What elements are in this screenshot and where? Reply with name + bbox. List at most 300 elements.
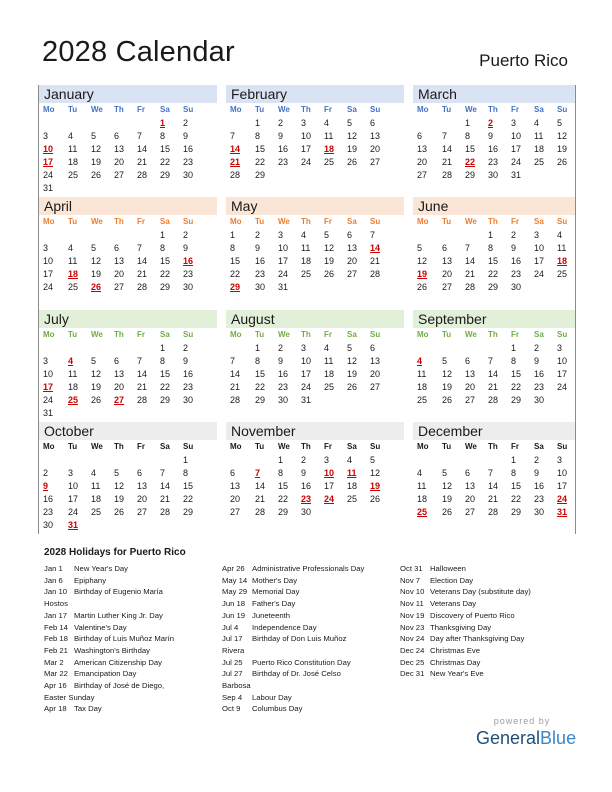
day-grid [226,117,404,182]
day-cell: 13 [114,256,125,266]
holiday-name: Washington's Birthday [74,645,150,655]
weekday-label: Fr [137,217,145,226]
day-cell: 10 [301,356,312,366]
day-cell: 22 [160,269,171,279]
day-cell: 12 [442,481,453,491]
day-cell: 2 [255,230,261,240]
day-grid [39,229,217,294]
weekday-label: We [91,105,103,114]
month-name: June [413,197,575,215]
weekday-header [413,103,575,116]
day-cell: 10 [43,369,54,379]
day-cell: 21 [370,256,381,266]
holiday-day-cell: 19 [417,269,428,279]
day-cell: 12 [347,131,358,141]
day-cell: 30 [183,282,194,292]
day-cell: 16 [183,369,194,379]
holiday-name: Epiphany [74,575,107,585]
holiday-item [400,633,531,645]
month-name: February [226,85,404,103]
day-cell: 16 [511,256,522,266]
day-cell: 5 [347,118,353,128]
day-cell: 16 [534,481,545,491]
day-cell: 9 [183,356,189,366]
empty-cell [137,454,160,467]
day-cell: 3 [301,343,307,353]
day-cell: 28 [230,395,241,405]
holiday-day-cell: 26 [91,282,102,292]
day-cell: 1 [255,118,261,128]
month-july [39,310,217,422]
weekday-label: Sa [347,330,357,339]
holiday-day-cell: 4 [417,356,423,366]
holiday-item [222,703,364,715]
day-cell: 9 [183,243,189,253]
day-cell: 27 [465,507,476,517]
day-cell: 3 [68,468,74,478]
empty-cell [442,454,465,467]
day-cell: 7 [465,243,471,253]
weekday-label: Sa [534,217,544,226]
day-cell: 1 [160,230,166,240]
weekday-label: Sa [160,330,170,339]
brand-general: General [476,728,541,748]
holiday-item [222,586,364,598]
day-cell: 16 [183,144,194,154]
day-cell: 29 [160,395,171,405]
day-cell: 21 [137,382,148,392]
weekday-label: Sa [347,105,357,114]
day-cell: 19 [91,157,102,167]
holiday-item [400,598,531,610]
day-cell: 8 [255,131,261,141]
month-name: September [413,310,575,328]
weekday-label: We [465,105,477,114]
day-cell: 1 [465,118,471,128]
day-cell: 7 [488,468,494,478]
day-cell: 18 [534,144,545,154]
holiday-day-cell: 31 [68,520,79,530]
day-cell: 25 [347,494,358,504]
day-cell: 15 [160,369,171,379]
day-cell: 4 [68,131,74,141]
day-cell: 6 [137,468,143,478]
holiday-item [44,622,174,634]
empty-cell [91,117,114,130]
day-cell: 27 [442,282,453,292]
day-cell: 19 [442,382,453,392]
day-grid [226,229,404,294]
day-cell: 15 [160,256,171,266]
day-cell: 20 [347,256,358,266]
day-cell: 27 [137,507,148,517]
day-cell: 24 [68,507,79,517]
holiday-day-cell: 22 [465,157,476,167]
day-cell: 15 [255,144,266,154]
day-cell: 24 [534,269,545,279]
day-cell: 25 [417,395,428,405]
empty-cell [114,229,137,242]
day-grid [226,342,404,407]
day-cell: 9 [511,243,517,253]
day-cell: 11 [68,144,78,154]
day-cell: 15 [511,369,522,379]
empty-cell [442,229,465,242]
weekday-header [226,103,404,116]
weekday-label: We [278,217,290,226]
holiday-item [44,586,174,598]
day-cell: 13 [114,144,125,154]
day-cell: 30 [255,282,266,292]
day-cell: 30 [511,282,522,292]
weekday-label: Mo [230,442,242,451]
day-cell: 10 [278,243,289,253]
weekday-label: Mo [43,105,55,114]
holiday-date: Oct 31 [400,564,423,573]
empty-cell [68,229,91,242]
day-cell: 19 [347,369,358,379]
day-cell: 23 [255,269,266,279]
weekday-label: Mo [417,105,429,114]
holiday-item [400,645,531,657]
day-cell: 15 [278,481,289,491]
empty-cell [465,229,488,242]
holiday-item [44,633,174,645]
holiday-name-continued: Easter Sunday [44,692,95,702]
holiday-date: Jan 10 [44,587,68,597]
holiday-date: Jan 1 [44,564,63,573]
day-cell: 14 [255,481,266,491]
weekday-label: Su [370,330,381,339]
empty-cell [255,454,278,467]
holiday-name: Emancipation Day [74,669,137,679]
day-cell: 11 [91,481,101,491]
empty-cell [114,342,137,355]
day-cell: 20 [230,494,241,504]
day-cell: 17 [557,481,568,491]
holiday-day-cell: 18 [557,256,568,266]
day-cell: 13 [137,481,148,491]
day-cell: 3 [324,455,330,465]
page-title: 2028 Calendar [42,36,235,68]
holiday-date: Feb 14 [44,622,68,632]
holiday-day-cell: 18 [68,269,79,279]
day-cell: 16 [278,144,289,154]
day-cell: 29 [511,395,522,405]
holiday-name: Birthday of José de Diego, [74,681,165,691]
holiday-date: Mar 2 [44,657,64,667]
month-name: April [39,197,217,215]
day-grid [413,229,575,294]
day-cell: 7 [488,356,494,366]
day-cell: 20 [465,382,476,392]
weekday-label: Su [557,330,568,339]
day-cell: 2 [183,230,189,240]
day-cell: 2 [534,455,540,465]
day-cell: 14 [160,481,171,491]
empty-cell [417,342,442,355]
month-name: March [413,85,575,103]
day-cell: 3 [511,118,517,128]
day-cell: 28 [488,507,499,517]
day-cell: 23 [278,382,289,392]
day-cell: 4 [324,343,330,353]
day-cell: 4 [417,468,423,478]
empty-cell [114,117,137,130]
day-cell: 9 [488,131,494,141]
day-cell: 20 [370,369,381,379]
weekday-label: Su [370,105,381,114]
weekday-label: Fr [511,217,519,226]
day-cell: 9 [278,131,284,141]
day-cell: 24 [43,282,54,292]
holiday-name: Independence Day [252,622,317,632]
day-cell: 30 [488,170,499,180]
day-cell: 17 [68,494,79,504]
day-cell: 11 [68,256,78,266]
day-cell: 30 [43,520,54,530]
day-cell: 23 [43,507,54,517]
holiday-name: Labour Day [252,692,292,702]
day-cell: 26 [557,157,568,167]
holiday-day-cell: 4 [68,356,74,366]
holiday-column-2 [222,563,364,715]
weekday-label: Tu [442,442,452,451]
weekday-header [226,328,404,341]
holiday-name-continued: Barbosa [222,681,251,691]
day-cell: 4 [301,230,307,240]
holiday-date: Jul 27 [222,669,243,679]
month-name: December [413,422,575,440]
month-name: July [39,310,217,328]
day-cell: 19 [324,256,335,266]
empty-cell [114,454,137,467]
holiday-day-cell: 31 [557,507,568,517]
day-cell: 14 [137,256,148,266]
day-cell: 1 [160,343,166,353]
weekday-label: We [465,330,477,339]
holiday-day-cell: 29 [230,282,241,292]
empty-cell [230,117,255,130]
day-cell: 26 [91,170,102,180]
holiday-name: New Year's Eve [430,669,484,679]
weekday-label: We [278,105,290,114]
day-cell: 29 [488,282,499,292]
holiday-item [400,668,531,680]
empty-cell [91,229,114,242]
day-cell: 20 [114,269,125,279]
holiday-item [222,622,364,634]
day-cell: 27 [370,382,381,392]
day-cell: 11 [557,243,567,253]
holiday-name: Tax Day [74,704,102,714]
weekday-label: Mo [43,330,55,339]
month-december [413,422,575,534]
holiday-date: Feb 18 [44,634,68,644]
day-cell: 2 [534,343,540,353]
day-cell: 29 [160,170,171,180]
weekday-label: Fr [324,217,332,226]
day-cell: 27 [230,507,241,517]
day-cell: 16 [488,144,499,154]
day-cell: 28 [442,170,453,180]
day-cell: 19 [347,144,358,154]
day-cell: 20 [114,382,125,392]
weekday-label: Su [370,442,381,451]
day-cell: 26 [114,507,125,517]
holiday-name: Juneteenth [252,610,291,620]
weekday-label: We [465,442,477,451]
day-cell: 11 [534,131,544,141]
weekday-label: Tu [255,330,265,339]
brand-blue: Blue [540,728,577,748]
weekday-label: Sa [534,442,544,451]
day-cell: 21 [488,382,499,392]
holiday-day-cell: 14 [230,144,241,154]
day-cell: 8 [230,243,236,253]
day-grid [226,454,404,519]
day-cell: 16 [301,481,312,491]
day-cell: 20 [465,494,476,504]
month-october [39,422,217,534]
weekday-label: Su [183,217,194,226]
day-cell: 26 [324,269,335,279]
holiday-day-cell: 21 [230,157,241,167]
day-cell: 10 [68,481,79,491]
holiday-name: Birthday of Don Luis Muñoz [252,634,347,644]
weekday-label: Sa [534,330,544,339]
day-cell: 6 [114,131,120,141]
day-cell: 18 [301,256,312,266]
day-cell: 5 [557,118,563,128]
day-cell: 29 [511,507,522,517]
day-cell: 5 [91,131,97,141]
day-cell: 28 [137,170,148,180]
day-cell: 22 [255,382,266,392]
empty-cell [137,342,160,355]
day-cell: 19 [91,269,102,279]
holiday-name: American Citizenship Day [74,657,163,667]
holiday-item [400,575,531,587]
holiday-date: Sep 4 [222,692,243,702]
weekday-label: Tu [68,217,78,226]
empty-cell [417,229,442,242]
day-cell: 7 [370,230,376,240]
holiday-date: Mar 22 [44,669,68,679]
holiday-item [222,563,364,575]
holiday-date: Dec 31 [400,669,425,679]
day-cell: 16 [534,369,545,379]
day-cell: 3 [43,243,49,253]
day-cell: 24 [301,157,312,167]
day-cell: 19 [557,144,568,154]
weekday-label: Th [301,217,311,226]
weekday-label: Su [557,217,568,226]
weekday-label: Fr [511,330,519,339]
holiday-item [400,622,531,634]
holiday-day-cell: 17 [43,382,54,392]
day-cell: 24 [557,382,568,392]
holiday-name: Valentine's Day [74,622,127,632]
day-cell: 23 [278,157,289,167]
day-grid [413,117,575,182]
day-cell: 6 [465,356,471,366]
holiday-name: Mother's Day [252,575,298,585]
holiday-item [400,657,531,669]
weekday-label: Th [488,330,498,339]
weekday-label: Sa [534,105,544,114]
holiday-day-cell: 1 [160,118,166,128]
weekday-label: Th [488,105,498,114]
day-cell: 18 [324,369,335,379]
day-cell: 25 [324,382,335,392]
holiday-name: Discovery of Puerto Rico [430,610,515,620]
day-cell: 13 [370,356,381,366]
day-cell: 14 [137,144,148,154]
day-cell: 23 [511,269,522,279]
month-february [226,85,404,197]
holiday-day-cell: 25 [417,507,428,517]
day-cell: 24 [301,382,312,392]
day-cell: 2 [301,455,307,465]
empty-cell [417,117,442,130]
day-cell: 2 [183,118,189,128]
empty-cell [465,454,488,467]
day-cell: 3 [43,356,49,366]
holiday-name: New Year's Day [74,564,129,573]
weekday-label: Fr [324,442,332,451]
day-cell: 17 [43,269,54,279]
day-cell: 22 [511,494,522,504]
day-cell: 24 [43,170,54,180]
day-cell: 22 [488,269,499,279]
day-cell: 7 [160,468,166,478]
holiday-item [44,575,174,587]
weekday-label: Th [301,330,311,339]
day-cell: 26 [347,157,358,167]
day-cell: 12 [417,256,428,266]
day-cell: 1 [230,230,236,240]
day-cell: 12 [114,481,125,491]
holiday-day-cell: 24 [557,494,568,504]
generalblue-logo[interactable] [476,728,577,749]
holiday-day-cell: 7 [255,468,261,478]
day-cell: 9 [183,131,189,141]
day-cell: 1 [511,455,517,465]
weekday-label: Th [114,330,124,339]
holiday-date: Jul 25 [222,657,243,667]
day-cell: 15 [488,256,499,266]
weekday-label: Mo [43,217,55,226]
weekday-label: Mo [230,217,242,226]
holiday-date: Apr 18 [44,704,67,714]
day-cell: 11 [324,356,334,366]
day-cell: 18 [347,481,358,491]
day-cell: 26 [347,382,358,392]
day-cell: 4 [557,230,563,240]
day-cell: 12 [557,131,568,141]
day-cell: 26 [417,282,428,292]
day-cell: 7 [137,356,143,366]
weekday-label: Su [370,217,381,226]
empty-cell [442,342,465,355]
weekday-header [413,328,575,341]
weekday-label: Tu [255,105,265,114]
day-grid [413,454,575,519]
day-cell: 7 [442,131,448,141]
month-name: November [226,422,404,440]
day-cell: 5 [114,468,120,478]
